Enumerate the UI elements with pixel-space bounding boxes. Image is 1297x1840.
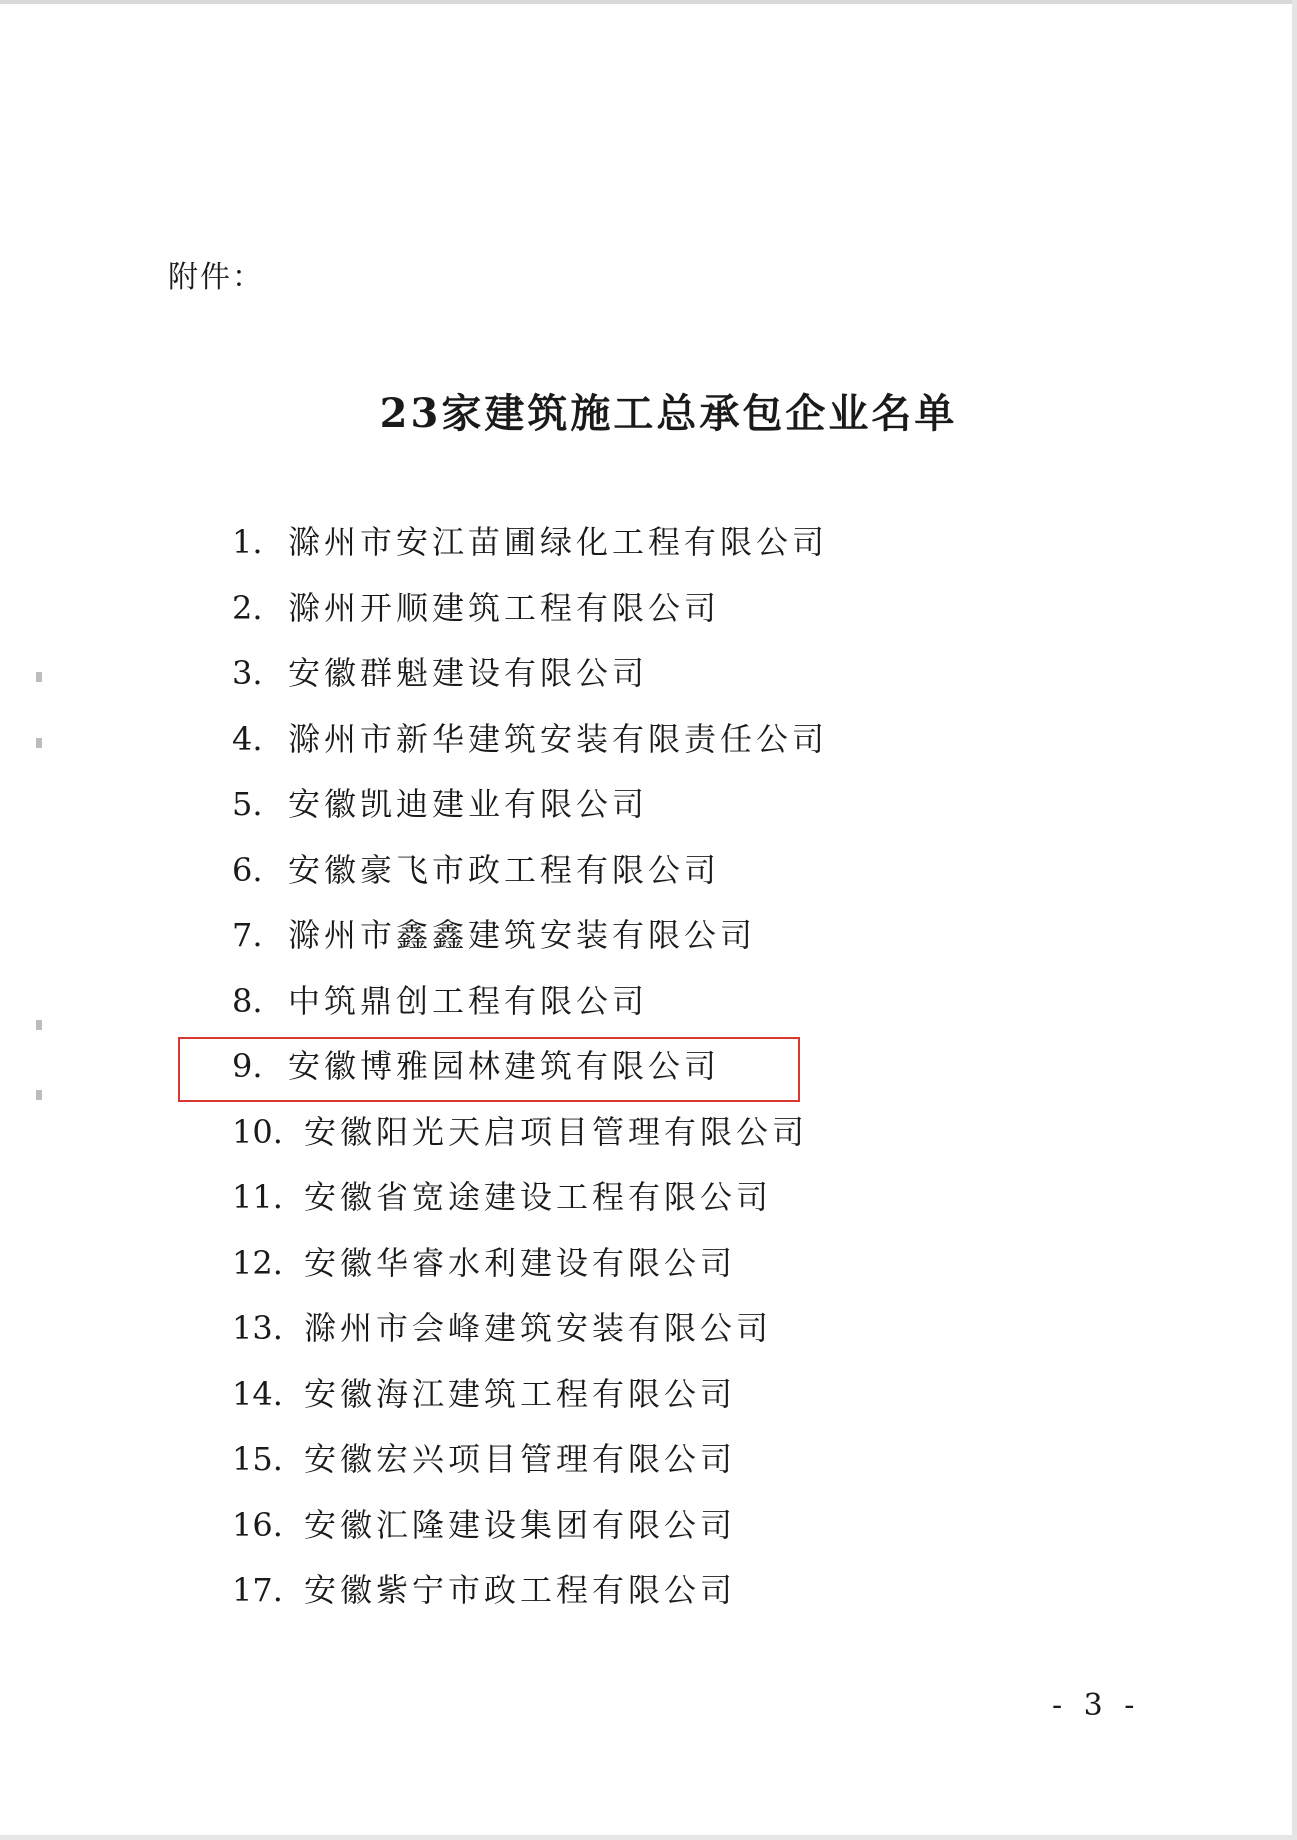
company-name: 滁州市新华建筑安装有限责任公司 (288, 719, 829, 758)
company-name: 安徽汇隆建设集团有限公司 (304, 1505, 737, 1544)
company-number: 13. (232, 1309, 283, 1347)
company-name: 安徽省宽途建设工程有限公司 (304, 1178, 773, 1216)
company-item (232, 1306, 828, 1372)
binding-mark (36, 1090, 42, 1100)
company-name: 安徽阳光天启项目管理有限公司 (304, 1112, 809, 1151)
company-item (232, 1503, 828, 1569)
company-name: 滁州市会峰建筑安装有限公司 (304, 1309, 773, 1347)
company-name: 中筑鼎创工程有限公司 (288, 981, 649, 1020)
company-item (232, 651, 828, 717)
binding-mark (36, 738, 42, 748)
page-number: - 3 - (1052, 1688, 1141, 1723)
scan-edge-bottom (0, 1835, 1297, 1840)
company-number: 15. (232, 1440, 283, 1478)
company-number: 16. (232, 1505, 283, 1544)
company-number: 1. (232, 523, 263, 561)
highlight-box (178, 1037, 800, 1102)
company-name: 安徽紫宁市政工程有限公司 (304, 1571, 737, 1609)
company-item (232, 586, 828, 652)
company-item (232, 782, 828, 848)
company-name: 安徽华睿水利建设有限公司 (304, 1243, 737, 1282)
company-item (232, 1372, 828, 1438)
company-number: 10. (232, 1112, 283, 1151)
binding-mark (36, 1020, 42, 1030)
company-item (232, 848, 828, 914)
company-name: 滁州市鑫鑫建筑安装有限公司 (288, 916, 757, 954)
scan-edge-right (1292, 0, 1297, 1840)
document-title: 23家建筑施工总承包企业名单 (379, 390, 958, 437)
company-number: 12. (232, 1243, 283, 1282)
company-item (232, 913, 828, 979)
company-number: 17. (232, 1571, 283, 1609)
company-item (232, 717, 828, 783)
company-name: 滁州市安江苗圃绿化工程有限公司 (288, 523, 829, 561)
company-item (232, 1568, 828, 1634)
company-item (232, 1241, 828, 1307)
company-name: 安徽豪飞市政工程有限公司 (288, 850, 721, 889)
company-name: 安徽博雅园林建筑有限公司 (288, 1047, 721, 1085)
company-number: 14. (232, 1374, 283, 1413)
company-number: 8. (232, 981, 263, 1020)
company-name: 安徽凯迪建业有限公司 (288, 785, 649, 823)
binding-mark (36, 672, 42, 682)
company-name: 滁州开顺建筑工程有限公司 (288, 588, 721, 627)
company-name: 安徽群魁建设有限公司 (288, 654, 649, 692)
company-item (232, 979, 828, 1045)
attachment-label: 附件： (168, 260, 264, 295)
company-number: 3. (232, 654, 263, 692)
company-number: 6. (232, 850, 263, 889)
company-item (232, 1175, 828, 1241)
company-item (232, 520, 828, 586)
company-name: 安徽海江建筑工程有限公司 (304, 1374, 737, 1413)
company-item (232, 1437, 828, 1503)
company-number: 11. (232, 1178, 283, 1216)
company-number: 5. (232, 785, 263, 823)
company-number: 9. (232, 1047, 263, 1085)
company-item (232, 1110, 828, 1176)
company-number: 4. (232, 719, 263, 758)
company-number: 7. (232, 916, 263, 954)
scan-edge-top (0, 0, 1297, 4)
company-name: 安徽宏兴项目管理有限公司 (304, 1440, 737, 1478)
company-number: 2. (232, 588, 263, 627)
